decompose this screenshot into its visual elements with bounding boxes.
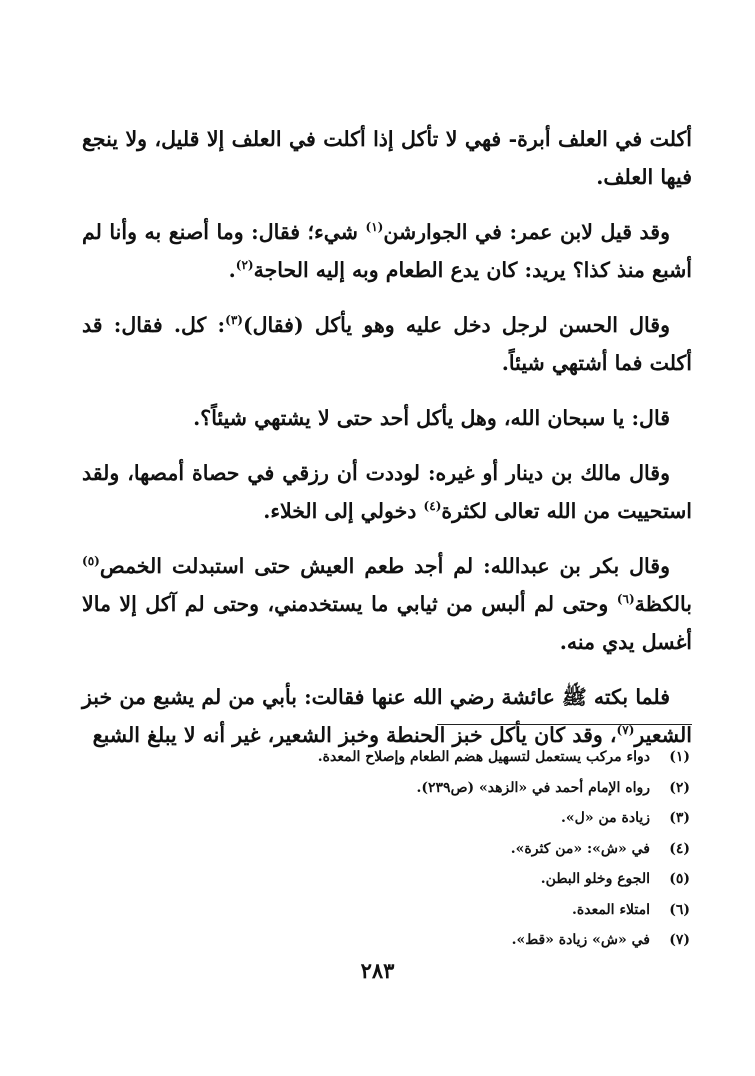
footnote-ref-7: (٧) [616, 723, 635, 738]
paragraph-1 [82, 120, 692, 196]
paragraph-6-text-b: بالكظة [634, 592, 692, 616]
footnote-text: زيادة من «ل». [561, 810, 650, 826]
paragraph-5-text-a: وقال مالك بن دينار أو غيره: لوددت أن رزقي في حصاة أمصها، ولقد استحييت من الله تعالى لكثرة [82, 461, 692, 523]
footnote-number: (٢) [669, 779, 690, 796]
paragraph-3-text-b: : كل. فقال: قد أكلت فما أشتهي شيئاً. [82, 313, 692, 375]
footnote-text: في «ش»: «من كثرة». [510, 840, 650, 857]
footnote-2 [150, 773, 690, 804]
paragraph-5-text-b: دخولي إلى الخلاء. [263, 499, 424, 523]
footnote-ref-3: (٣) [225, 313, 243, 328]
footnote-number: (١) [669, 749, 690, 765]
paragraph-7-text-b: ، وقد كان يأكل خبز الحنطة وخبز الشعير، غير أنه لا يبلغ الشبع [92, 723, 617, 747]
footnote-3 [150, 803, 690, 834]
paragraph-4-text: قال: يا سبحان الله، وهل يأكل أحد حتى لا يشتهي شيئاً؟. [193, 406, 670, 430]
footnote-text: دواء مركب يستعمل لتسهيل هضم الطعام وإصلاح المعدة. [317, 749, 650, 765]
footnote-number: (٥) [669, 871, 690, 887]
footnote-ref-4: (٤) [423, 499, 442, 514]
paragraph-2-text-b: شيء؛ فقال: وما أصنع به وأنا لم أشبع منذ كذا؟ يريد: كان يدع الطعام وبه إليه الحاجة [82, 220, 692, 282]
footnote-4 [150, 834, 690, 865]
paragraph-1-text: أكلت في العلف أبرة- فهي لا تأكل إذا أكلت في العلف إلا قليل، ولا ينجع فيها العلف. [82, 127, 692, 189]
footnote-number: (٤) [669, 840, 690, 857]
footnote-5 [150, 864, 690, 895]
footnote-text: امتلاء المعدة. [572, 901, 650, 918]
footnote-divider [437, 724, 692, 725]
footnotes [150, 742, 690, 956]
paragraph-3-text-a: وقال الحسن لرجل دخل عليه وهو يأكل (فقال) [242, 313, 670, 337]
paragraph-2-text-c: . [228, 258, 236, 282]
paragraph-5 [82, 454, 692, 530]
page-number: ٢٨٣ [360, 958, 395, 983]
paragraph-6-text-c: وحتى لم ألبس من ثيابي ما يستخدمني، وحتى لم آكل إلا مالا أغسل يدي منه. [82, 592, 692, 654]
paragraph-6-text-a: وقال بكر بن عبدالله: لم أجد طعم العيش حتى استبدلت الخمص [99, 554, 670, 578]
main-text [82, 120, 692, 771]
footnote-text: الجوع وخلو البطن. [540, 871, 650, 887]
footnote-7 [150, 925, 690, 956]
footnote-ref-5: (٥) [82, 554, 100, 569]
footnote-6 [150, 895, 690, 926]
paragraph-2-text-a: وقد قيل لابن عمر: في الجوارشن [383, 220, 670, 244]
footnote-text: في «ش» زيادة «قط». [511, 932, 650, 948]
footnote-number: (٦) [669, 901, 690, 918]
footnote-1 [150, 742, 690, 773]
footnote-text: رواه الإمام أحمد في «الزهد» (ص٢٣٩). [416, 779, 650, 796]
paragraph-3 [82, 306, 692, 382]
footnote-ref-2: (٢) [235, 258, 254, 273]
paragraph-2 [82, 213, 692, 289]
paragraph-6 [82, 547, 692, 661]
paragraph-4 [82, 399, 692, 437]
footnote-number: (٧) [669, 932, 690, 948]
footnote-ref-1: (١) [365, 220, 384, 235]
footnote-ref-6: (٦) [616, 592, 635, 607]
paragraph-7-text-a: فلما بكته ﷺ عائشة رضي الله عنها فقالت: بأبي من لم يشبع من خبز الشعير [82, 685, 692, 747]
footnote-number: (٣) [669, 810, 690, 826]
